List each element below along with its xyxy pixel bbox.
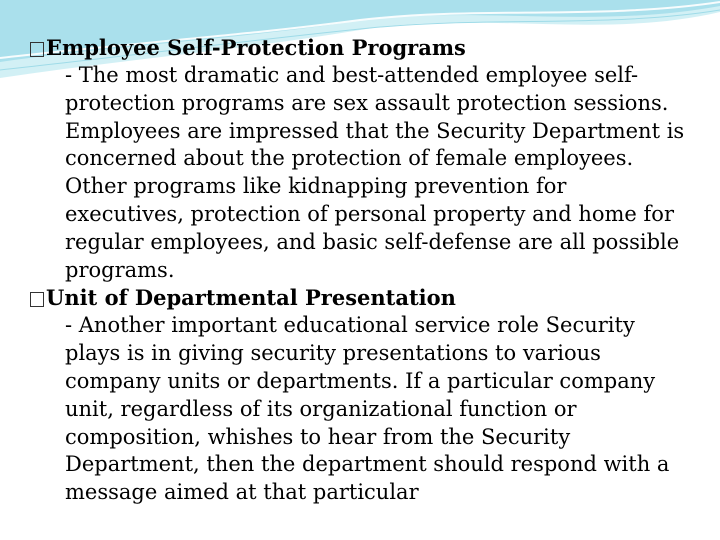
slide-content bbox=[30, 34, 690, 507]
section-body-departmental-presentation: - Another important educational service role Security plays is in giving security presentations to various company units or departments. If a particular company unit, regardless of its organizational function or composition, whishes to hear from the Security Department, then the department should respond with a message aimed at that particular bbox=[65, 313, 670, 505]
section-heading-departmental-presentation bbox=[30, 284, 690, 312]
section-body-employee-self-protection: - The most dramatic and best-attended employee self-protection programs are sex assault protection sessions. Employees are impressed that the Security Department is concerned about the protection of female employees. Other programs like kidnapping prevention for executives, protection of personal property and home for regular employees, and basic self-defense are all possible programs. bbox=[65, 63, 685, 282]
section-heading-employee-self-protection bbox=[30, 34, 690, 62]
heading-text: Employee Self-Protection Programs bbox=[46, 35, 466, 60]
bullet-icon bbox=[30, 292, 44, 307]
heading-text: Unit of Departmental Presentation bbox=[46, 285, 456, 311]
bullet-icon bbox=[30, 42, 44, 57]
